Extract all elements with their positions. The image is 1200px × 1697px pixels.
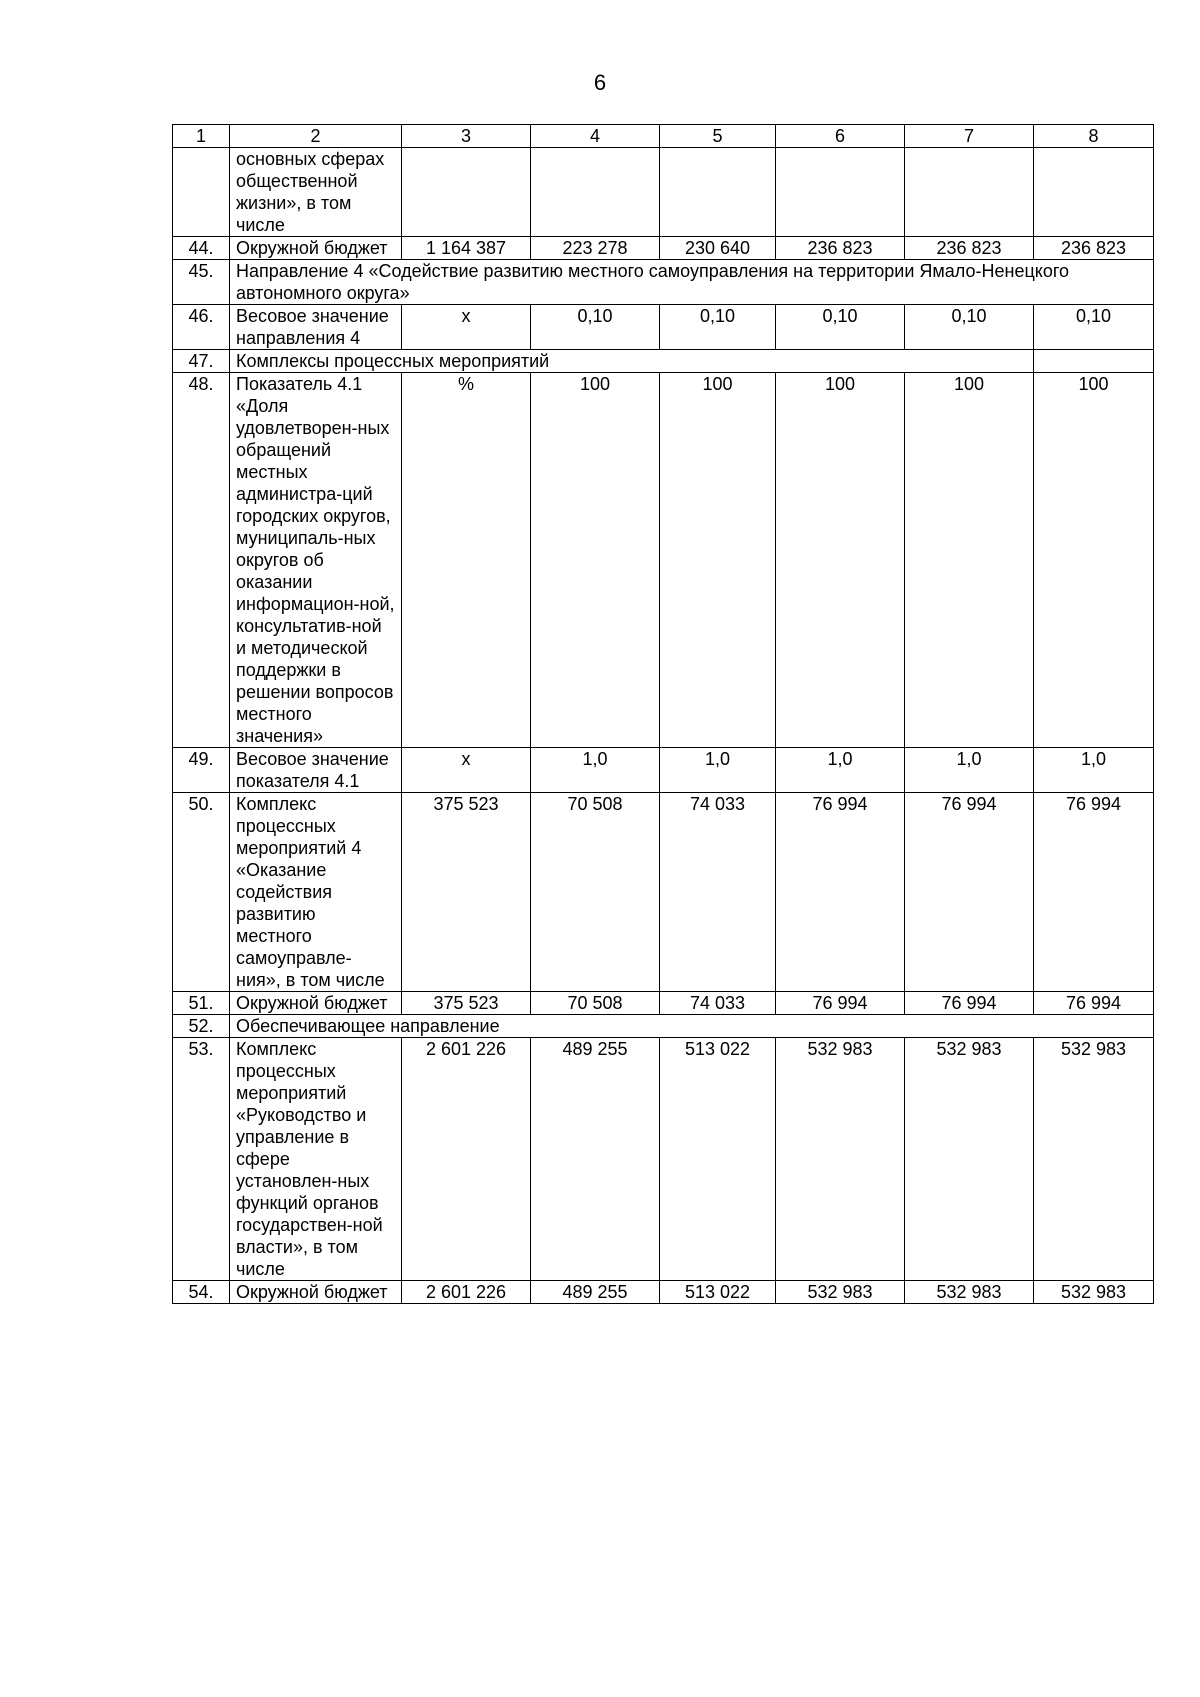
header-cell: 1: [173, 125, 230, 148]
value-cell: 100: [905, 373, 1034, 748]
value-cell: 100: [1034, 373, 1154, 748]
value-cell: 76 994: [905, 992, 1034, 1015]
value-cell: 236 823: [776, 237, 905, 260]
row-number: 47.: [173, 350, 230, 373]
row-name: Окружной бюджет: [230, 237, 402, 260]
value-cell: 1,0: [905, 748, 1034, 793]
row-name: Комплекс процессных мероприятий «Руководство и управление в сфере установлен-ных функций органов государствен-ной власти», в том числе: [230, 1038, 402, 1281]
value-cell: 100: [776, 373, 905, 748]
value-cell: 1,0: [660, 748, 776, 793]
value-cell: 375 523: [402, 992, 531, 1015]
table-row: [173, 992, 1154, 1015]
row-number: 51.: [173, 992, 230, 1015]
row-name: Окружной бюджет: [230, 1281, 402, 1304]
value-cell: 76 994: [776, 793, 905, 992]
value-cell: 532 983: [905, 1038, 1034, 1281]
row-number: 54.: [173, 1281, 230, 1304]
value-cell: x: [402, 305, 531, 350]
row-name: Комплекс процессных мероприятий 4 «Оказание содействия развитию местного самоуправле-ния», в том числе: [230, 793, 402, 992]
value-cell: 236 823: [905, 237, 1034, 260]
value-cell: 76 994: [776, 992, 905, 1015]
header-cell: 7: [905, 125, 1034, 148]
row-name: Показатель 4.1 «Доля удовлетворен-ных обращений местных администра-ций городских округов, муниципаль-ных округов об оказании информацион-ной, консультатив-ной и методической поддержки в решении вопросов местного значения»: [230, 373, 402, 748]
value-cell: x: [402, 748, 531, 793]
value-cell: 74 033: [660, 793, 776, 992]
row-name: Весовое значение направления 4: [230, 305, 402, 350]
empty-cell: [1034, 350, 1154, 373]
header-cell: 6: [776, 125, 905, 148]
row-number: [173, 148, 230, 237]
row-name: Окружной бюджет: [230, 992, 402, 1015]
value-cell: 0,10: [531, 305, 660, 350]
row-number: 49.: [173, 748, 230, 793]
page-number: 6: [593, 70, 607, 95]
section-row: [173, 350, 1154, 373]
value-cell: 70 508: [531, 793, 660, 992]
value-cell: 236 823: [1034, 237, 1154, 260]
value-cell: 513 022: [660, 1281, 776, 1304]
value-cell: 1,0: [531, 748, 660, 793]
value-cell: 375 523: [402, 793, 531, 992]
value-cell: 1,0: [1034, 748, 1154, 793]
value-cell: 223 278: [531, 237, 660, 260]
table-row: [173, 148, 1154, 237]
budget-table: [172, 124, 1154, 1304]
value-cell: 76 994: [1034, 992, 1154, 1015]
table-row: [173, 793, 1154, 992]
header-cell: 4: [531, 125, 660, 148]
row-number: 46.: [173, 305, 230, 350]
table-row: [173, 1281, 1154, 1304]
value-cell: 76 994: [905, 793, 1034, 992]
value-cell: 489 255: [531, 1281, 660, 1304]
header-cell: 2: [230, 125, 402, 148]
value-cell: [660, 148, 776, 237]
value-cell: 532 983: [776, 1038, 905, 1281]
header-row: [173, 125, 1154, 148]
table-row: [173, 748, 1154, 793]
value-cell: 0,10: [905, 305, 1034, 350]
value-cell: 76 994: [1034, 793, 1154, 992]
table-row: [173, 373, 1154, 748]
row-number: 45.: [173, 260, 230, 305]
section-title: Комплексы процессных мероприятий: [230, 350, 1034, 373]
row-name: Весовое значение показателя 4.1: [230, 748, 402, 793]
header-cell: 5: [660, 125, 776, 148]
section-title: Направление 4 «Содействие развитию местного самоуправления на территории Ямало-Ненецкого автономного округа»: [230, 260, 1154, 305]
value-cell: 100: [660, 373, 776, 748]
row-number: 44.: [173, 237, 230, 260]
table-row: [173, 305, 1154, 350]
table-row: [173, 1038, 1154, 1281]
value-cell: 0,10: [1034, 305, 1154, 350]
row-number: 52.: [173, 1015, 230, 1038]
value-cell: 0,10: [776, 305, 905, 350]
value-cell: 513 022: [660, 1038, 776, 1281]
section-row: [173, 260, 1154, 305]
value-cell: [905, 148, 1034, 237]
value-cell: 532 983: [1034, 1281, 1154, 1304]
value-cell: 489 255: [531, 1038, 660, 1281]
value-cell: 532 983: [1034, 1038, 1154, 1281]
value-cell: 2 601 226: [402, 1038, 531, 1281]
section-row: [173, 1015, 1154, 1038]
section-title: Обеспечивающее направление: [230, 1015, 1154, 1038]
value-cell: 74 033: [660, 992, 776, 1015]
table-row: [173, 237, 1154, 260]
value-cell: [776, 148, 905, 237]
value-cell: 532 983: [776, 1281, 905, 1304]
value-cell: 1 164 387: [402, 237, 531, 260]
value-cell: 2 601 226: [402, 1281, 531, 1304]
header-cell: 3: [402, 125, 531, 148]
value-cell: 100: [531, 373, 660, 748]
value-cell: %: [402, 373, 531, 748]
value-cell: [402, 148, 531, 237]
row-number: 48.: [173, 373, 230, 748]
value-cell: 532 983: [905, 1281, 1034, 1304]
value-cell: 70 508: [531, 992, 660, 1015]
header-cell: 8: [1034, 125, 1154, 148]
row-number: 50.: [173, 793, 230, 992]
value-cell: [531, 148, 660, 237]
value-cell: 230 640: [660, 237, 776, 260]
value-cell: [1034, 148, 1154, 237]
value-cell: 0,10: [660, 305, 776, 350]
value-cell: 1,0: [776, 748, 905, 793]
row-number: 53.: [173, 1038, 230, 1281]
row-name: основных сферах общественной жизни», в том числе: [230, 148, 402, 237]
